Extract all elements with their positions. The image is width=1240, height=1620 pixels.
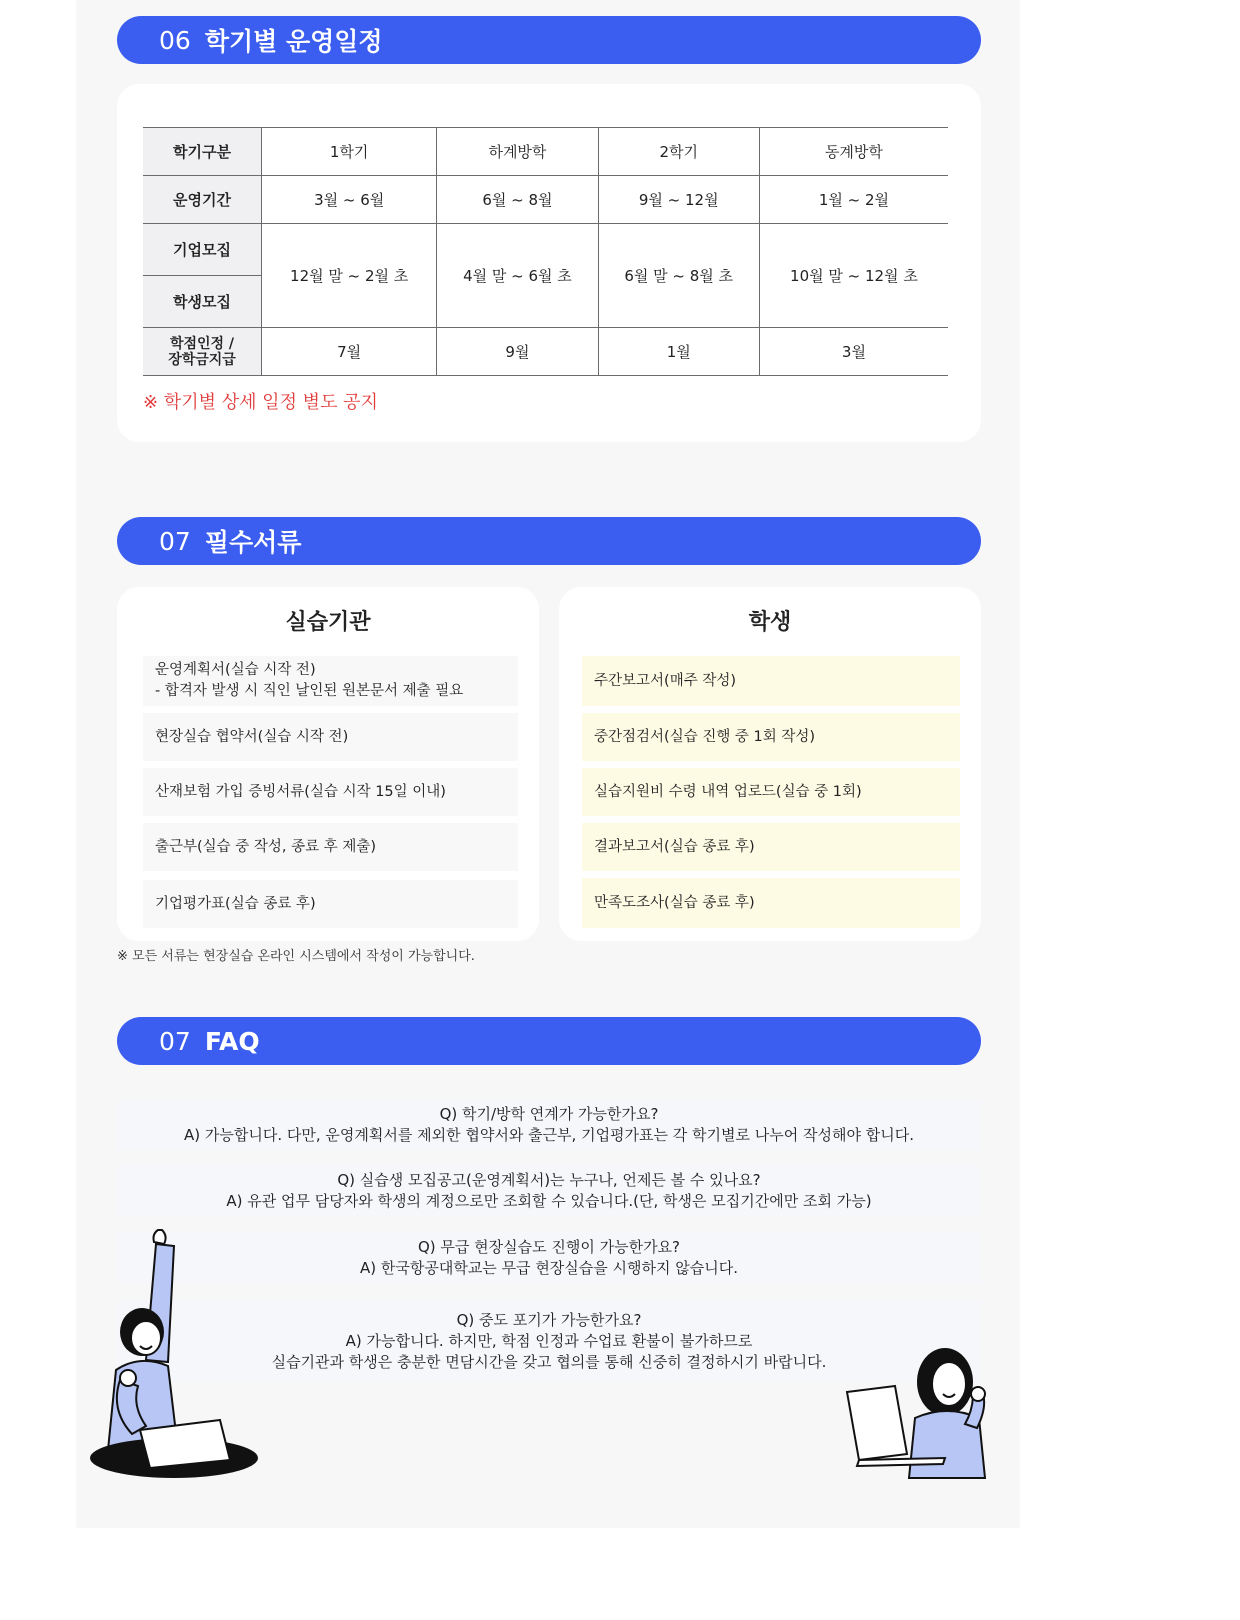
table-header-cell: 2학기 [598, 128, 759, 176]
section-number: 06 [159, 25, 191, 55]
list-item: 주간보고서(매주 작성) [582, 656, 960, 706]
table-header-cell: 하계방학 [437, 128, 598, 176]
doc-item-text: 운영계획서(실습 시작 전) [155, 662, 316, 678]
list-item: 중간점검서(실습 진행 중 1회 작성) [582, 713, 960, 761]
table-cell: 1월 ~ 2월 [759, 176, 948, 224]
faq-item [117, 1166, 981, 1216]
section-header-faq [117, 1017, 981, 1065]
table-cell: 6월 ~ 8월 [437, 176, 598, 224]
section-header-schedule [117, 16, 981, 64]
table-header-cell: 1학기 [262, 128, 437, 176]
section-title: FAQ [204, 1026, 260, 1056]
faq-question: Q) 실습생 모집공고(운영계획서)는 누구나, 언제든 볼 수 있나요? [337, 1171, 761, 1189]
doc-item-subtext: - 합격자 발생 시 직인 날인된 원본문서 제출 필요 [155, 683, 464, 699]
section-title: 필수서류 [204, 528, 302, 557]
row-label [143, 328, 262, 376]
table-cell: 3월 ~ 6월 [262, 176, 437, 224]
student-cheering-illustration [90, 1220, 270, 1480]
table-cell: 12월 말 ~ 2월 초 [262, 224, 437, 328]
list-item: 출근부(실습 중 작성, 종료 후 제출) [143, 823, 518, 871]
faq-question: Q) 학기/방학 연계가 가능한가요? [439, 1105, 659, 1123]
table-cell: 7월 [262, 328, 437, 376]
row-label: 학생모집 [143, 276, 262, 328]
table-cell: 10월 말 ~ 12월 초 [759, 224, 948, 328]
faq-question: Q) 중도 포기가 가능한가요? [456, 1310, 642, 1329]
schedule-table [143, 127, 948, 376]
table-header-cell: 동계방학 [759, 128, 948, 176]
row-label: 운영기간 [143, 176, 262, 224]
row-label-line: 장학금지급 [168, 351, 236, 368]
list-item: 실습지원비 수령 내역 업로드(실습 중 1회) [582, 768, 960, 816]
row-label: 기업모집 [143, 224, 262, 276]
list-item: 기업평가표(실습 종료 후) [143, 880, 518, 928]
table-cell: 6월 말 ~ 8월 초 [598, 224, 759, 328]
table-header-cell: 학기구분 [143, 128, 262, 176]
list-item: 결과보고서(실습 종료 후) [582, 823, 960, 871]
faq-answer: A) 가능합니다. 하지만, 학점 인정과 수업료 환불이 불가하므로 [345, 1331, 753, 1350]
faq-item [117, 1100, 981, 1150]
section-number: 07 [159, 1026, 191, 1056]
table-cell: 9월 [437, 328, 598, 376]
list-item [143, 656, 518, 706]
faq-answer-continued: 실습기관과 학생은 충분한 면담시간을 갖고 협의를 통해 신중히 결정하시기 바랍니다. [271, 1352, 827, 1371]
table-cell: 3월 [759, 328, 948, 376]
list-item: 현장실습 협약서(실습 시작 전) [143, 713, 518, 761]
student-laptop-illustration [845, 1340, 1005, 1480]
table-cell: 4월 말 ~ 6월 초 [437, 224, 598, 328]
faq-question: Q) 무급 현장실습도 진행이 가능한가요? [417, 1238, 681, 1256]
section-title: 학기별 운영일정 [204, 27, 383, 56]
documents-footnote: ※ 모든 서류는 현장실습 온라인 시스템에서 작성이 가능합니다. [117, 949, 475, 964]
student-docs-title: 학생 [748, 610, 792, 635]
row-label-line: 학점인정 / [169, 335, 235, 352]
table-cell: 1월 [598, 328, 759, 376]
section-header-documents [117, 517, 981, 565]
list-item: 산재보험 가입 증빙서류(실습 시작 15일 이내) [143, 768, 518, 816]
faq-answer: A) 한국항공대학교는 무급 현장실습을 시행하지 않습니다. [360, 1259, 738, 1277]
table-cell: 9월 ~ 12월 [598, 176, 759, 224]
faq-answer: A) 가능합니다. 다만, 운영계획서를 제외한 협약서와 출근부, 기업평가표는 각 학기별로 나누어 작성해야 합니다. [184, 1126, 914, 1144]
list-item: 만족도조사(실습 종료 후) [582, 878, 960, 928]
schedule-note: ※ 학기별 상세 일정 별도 공지 [143, 392, 378, 413]
institution-docs-title: 실습기관 [285, 610, 371, 635]
faq-answer: A) 유관 업무 담당자와 학생의 계정으로만 조회할 수 있습니다.(단, 학생은 모집기간에만 조회 가능) [226, 1192, 872, 1210]
section-number: 07 [159, 526, 191, 556]
